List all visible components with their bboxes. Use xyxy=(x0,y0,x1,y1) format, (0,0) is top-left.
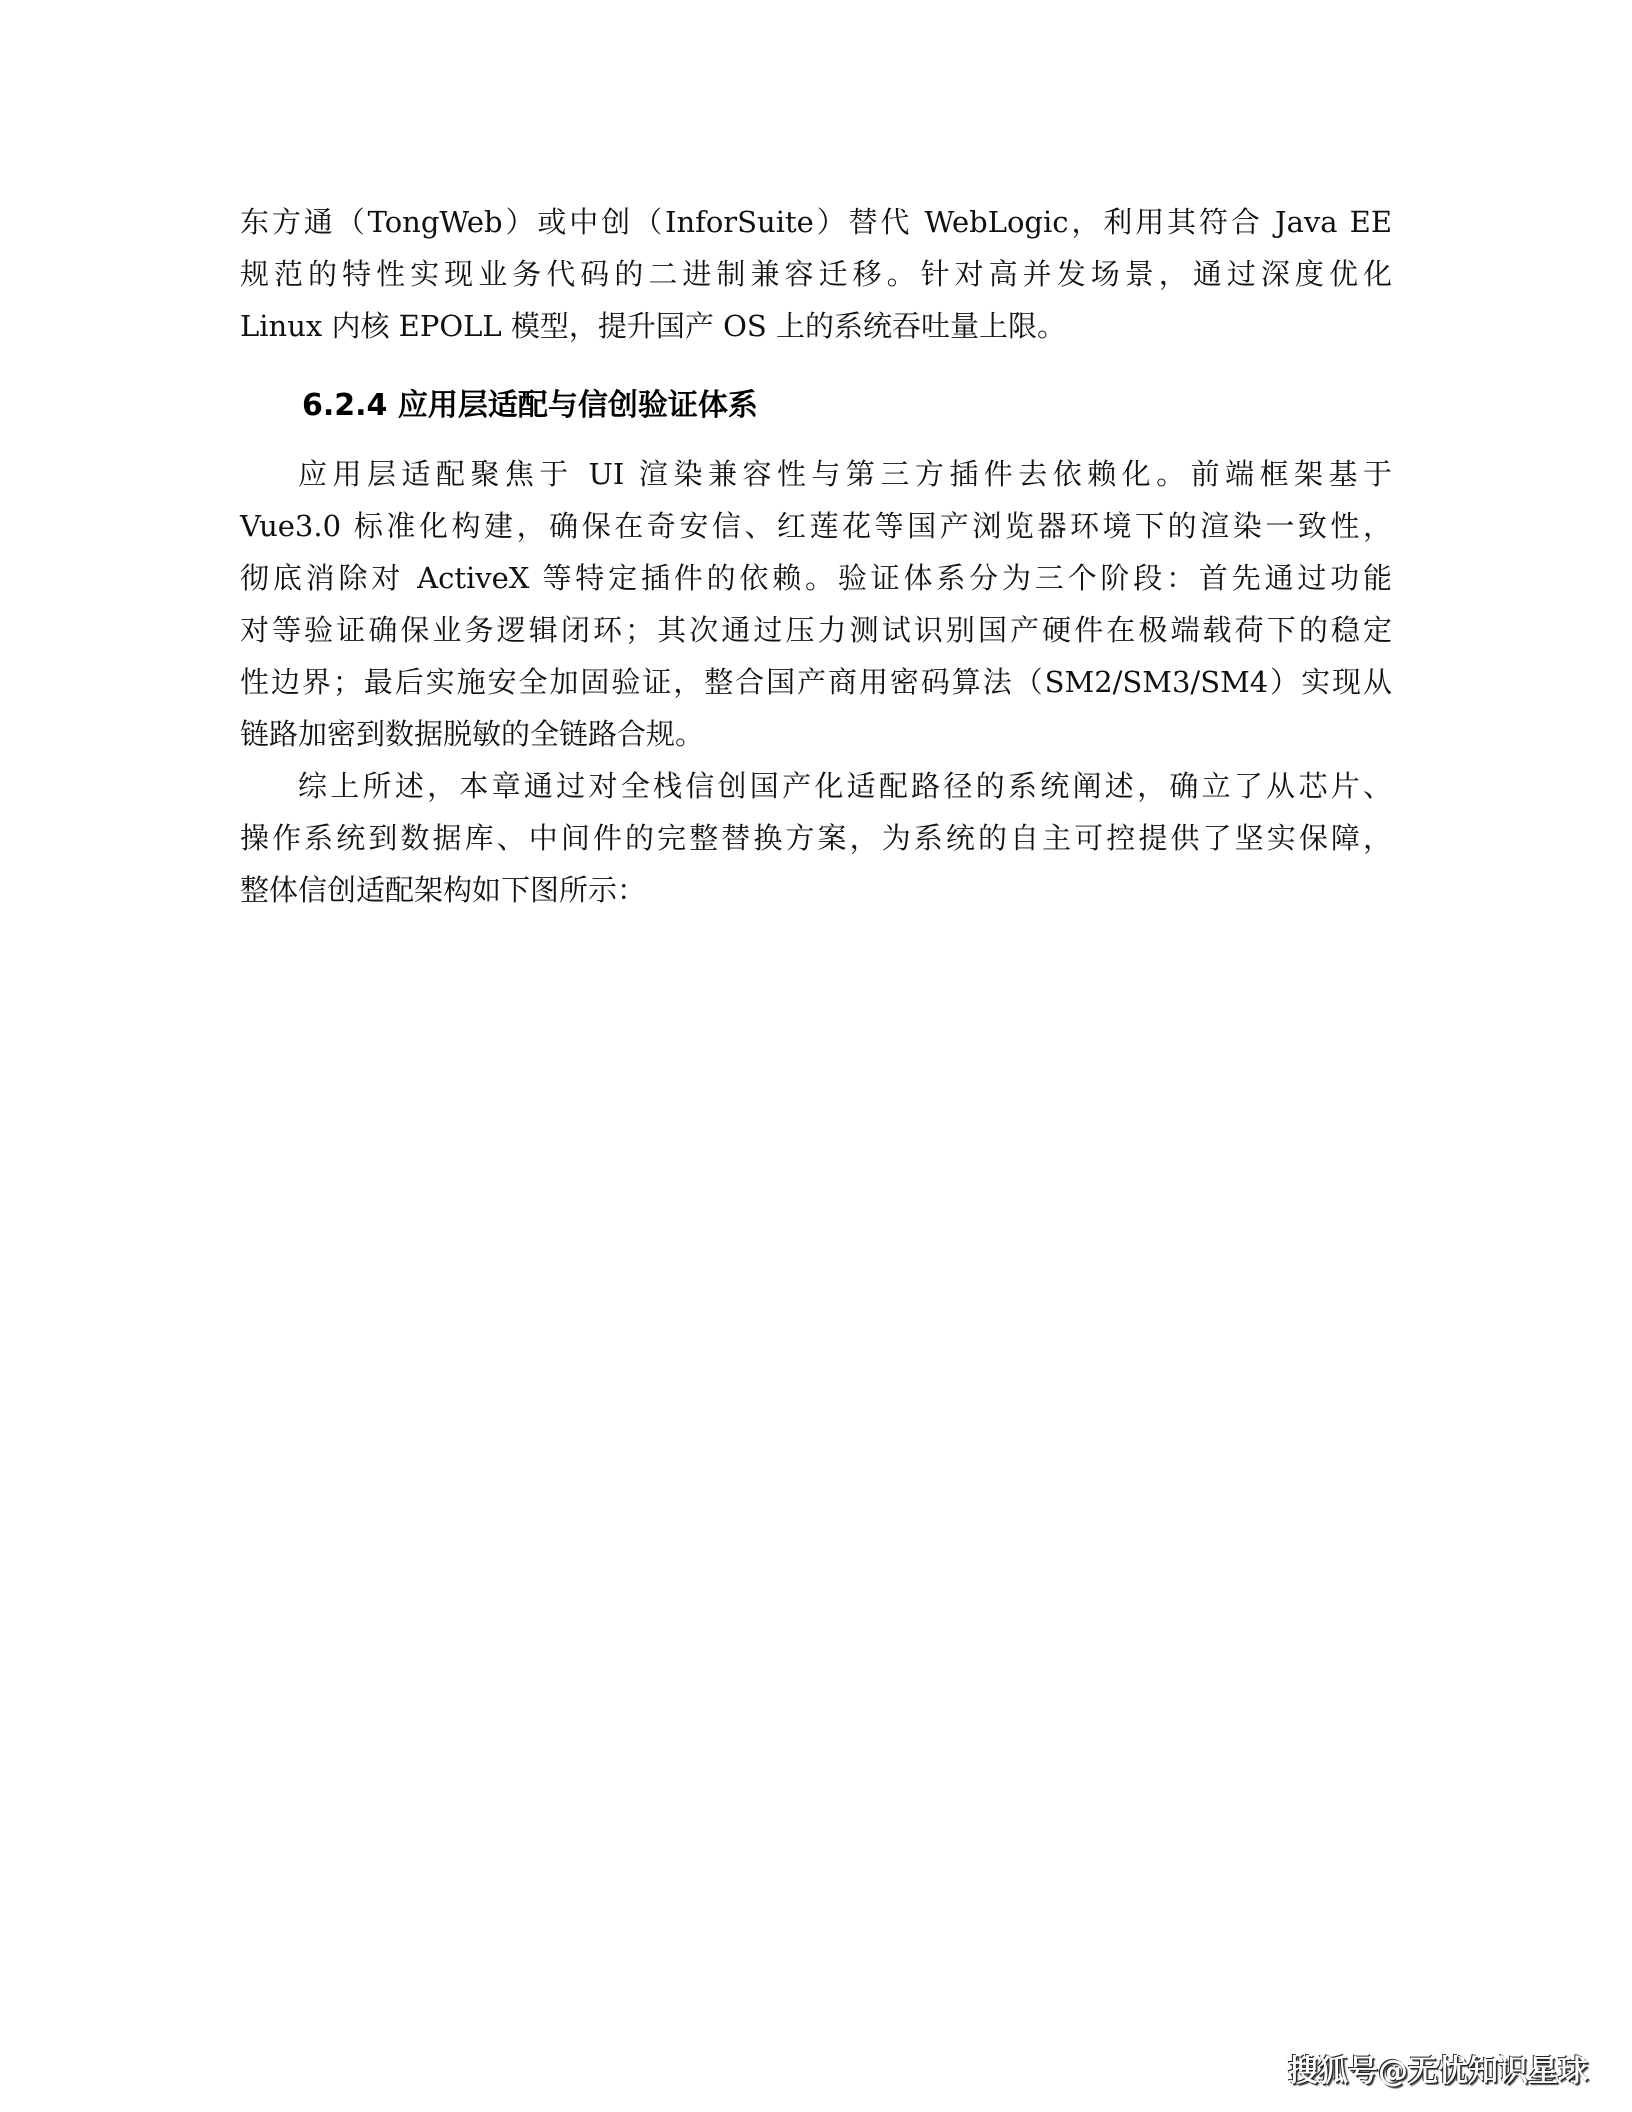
watermark: 搜狐号@无忧知识星球 xyxy=(1288,2054,1588,2089)
text-line: 东方通（TongWeb）或中创（InforSuite）替代 WebLogic，利用其符合 Java EE xyxy=(240,205,1392,239)
text-line: 整体信创适配架构如下图所示： xyxy=(240,873,647,907)
text-line: 操作系统到数据库、中间件的完整替换方案，为系统的自主可控提供了坚实保障， xyxy=(240,821,1392,855)
text-line: 链路加密到数据脱敏的全链路合规。 xyxy=(240,717,705,751)
paragraph-middleware xyxy=(240,196,1392,352)
text-line: 对等验证确保业务逻辑闭环；其次通过压力测试识别国产硬件在极端载荷下的稳定 xyxy=(240,613,1392,647)
text-line: 性边界；最后实施安全加固验证，整合国产商用密码算法（SM2/SM3/SM4）实现从 xyxy=(240,665,1392,699)
paragraph-summary xyxy=(240,760,1392,916)
text-line: 彻底消除对 ActiveX 等特定插件的依赖。验证体系分为三个阶段：首先通过功能 xyxy=(240,561,1392,595)
paragraph-validation xyxy=(240,448,1392,760)
text-line: 应用层适配聚焦于 UI 渲染兼容性与第三方插件去依赖化。前端框架基于 xyxy=(298,457,1392,491)
text-line: 综上所述，本章通过对全栈信创国产化适配路径的系统阐述，确立了从芯片、 xyxy=(298,769,1392,803)
text-line: 规范的特性实现业务代码的二进制兼容迁移。针对高并发场景，通过深度优化 xyxy=(240,257,1392,291)
text-line: Vue3.0 标准化构建，确保在奇安信、红莲花等国产浏览器环境下的渲染一致性， xyxy=(240,509,1392,543)
text-line: Linux 内核 EPOLL 模型，提升国产 OS 上的系统吞吐量上限。 xyxy=(240,309,1066,343)
section-heading: 6.2.4 应用层适配与信创验证体系 xyxy=(302,388,758,423)
